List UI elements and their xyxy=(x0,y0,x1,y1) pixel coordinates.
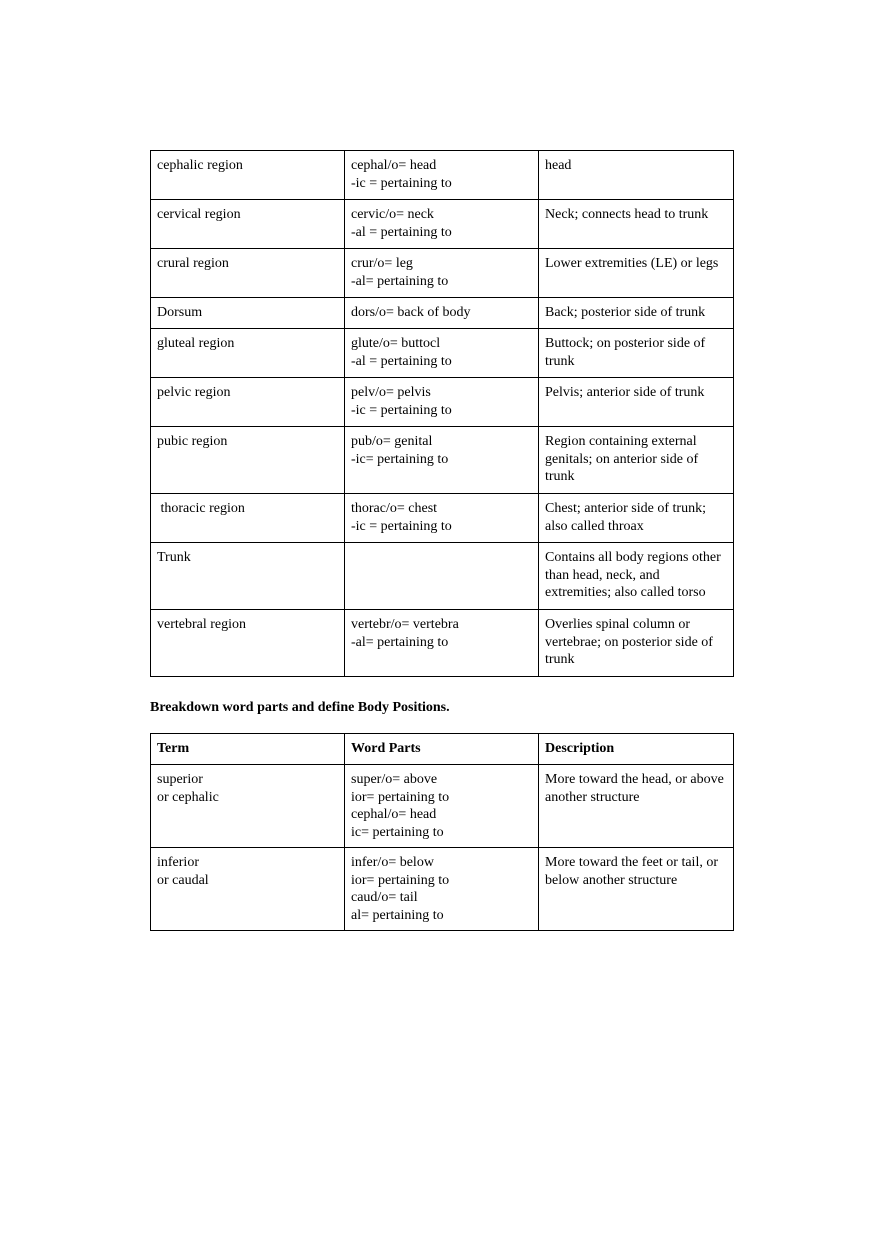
word-part: -al= pertaining to xyxy=(351,273,449,289)
section-heading: Breakdown word parts and define Body Positions. xyxy=(150,700,450,715)
description-cell: Lower extremities (LE) or legs xyxy=(539,249,734,298)
body-regions-table xyxy=(150,150,734,677)
term-cell: Trunk xyxy=(151,543,345,610)
word-part: infer/o= below xyxy=(351,855,434,870)
column-header-description: Description xyxy=(539,734,734,765)
word-part: -al = pertaining to xyxy=(351,224,452,240)
word-parts-cell xyxy=(345,848,539,931)
description-cell: Overlies spinal column or vertebrae; on posterior side of trunk xyxy=(539,610,734,677)
description-cell: Pelvis; anterior side of trunk xyxy=(539,378,734,427)
description-cell: Back; posterior side of trunk xyxy=(539,298,734,329)
term-cell xyxy=(151,848,345,931)
word-part: cephal/o= head xyxy=(351,807,437,822)
word-part: al= pertaining to xyxy=(351,907,444,923)
word-part: -ic = pertaining to xyxy=(351,175,452,191)
body-positions-table xyxy=(150,733,734,931)
description-cell: More toward the head, or above another structure xyxy=(539,765,734,848)
table-row xyxy=(151,151,734,200)
table-row xyxy=(151,494,734,543)
word-part: super/o= above xyxy=(351,772,438,787)
word-parts-cell xyxy=(345,427,539,494)
term-cell: cervical region xyxy=(151,200,345,249)
word-part: -ic = pertaining to xyxy=(351,402,452,418)
table-row xyxy=(151,378,734,427)
term-cell: thoracic region xyxy=(151,494,345,543)
column-header-word-parts: Word Parts xyxy=(345,734,539,765)
term-cell: pelvic region xyxy=(151,378,345,427)
word-parts-cell xyxy=(345,200,539,249)
term-line: or caudal xyxy=(157,872,209,888)
word-part: pelv/o= pelvis xyxy=(351,385,431,400)
word-parts-cell xyxy=(345,249,539,298)
table-row xyxy=(151,329,734,378)
word-part: vertebr/o= vertebra xyxy=(351,617,459,632)
description-cell: Chest; anterior side of trunk; also called throax xyxy=(539,494,734,543)
table-header-row xyxy=(151,734,734,765)
word-parts-cell xyxy=(345,378,539,427)
word-part: crur/o= leg xyxy=(351,256,413,271)
table-row xyxy=(151,543,734,610)
word-part: thorac/o= chest xyxy=(351,501,438,516)
word-parts-cell xyxy=(345,765,539,848)
description-cell: Neck; connects head to trunk xyxy=(539,200,734,249)
column-header-term: Term xyxy=(151,734,345,765)
word-part: ior= pertaining to xyxy=(351,872,450,888)
word-part: cephal/o= head xyxy=(351,158,437,173)
word-part: -ic= pertaining to xyxy=(351,451,449,467)
word-parts-cell xyxy=(345,494,539,543)
word-part: dors/o= back of body xyxy=(351,305,471,320)
table-row xyxy=(151,249,734,298)
description-cell: Contains all body regions other than head, neck, and extremities; also called torso xyxy=(539,543,734,610)
term-cell: vertebral region xyxy=(151,610,345,677)
description-cell: Buttock; on posterior side of trunk xyxy=(539,329,734,378)
word-parts-cell xyxy=(345,151,539,200)
term-line: inferior xyxy=(157,855,199,870)
term-cell: pubic region xyxy=(151,427,345,494)
term-cell: Dorsum xyxy=(151,298,345,329)
table-row xyxy=(151,200,734,249)
term-cell: gluteal region xyxy=(151,329,345,378)
word-parts-cell xyxy=(345,610,539,677)
word-parts-cell xyxy=(345,329,539,378)
word-part: pub/o= genital xyxy=(351,434,433,449)
word-part: -ic = pertaining to xyxy=(351,518,452,534)
table-row xyxy=(151,765,734,848)
word-part: -al= pertaining to xyxy=(351,634,449,650)
term-line: or cephalic xyxy=(157,789,219,805)
description-cell: Region containing external genitals; on anterior side of trunk xyxy=(539,427,734,494)
description-cell: More toward the feet or tail, or below another structure xyxy=(539,848,734,931)
word-parts-cell xyxy=(345,298,539,329)
table-row xyxy=(151,848,734,931)
table-row xyxy=(151,427,734,494)
description-cell: head xyxy=(539,151,734,200)
word-part: caud/o= tail xyxy=(351,890,418,905)
term-cell: cephalic region xyxy=(151,151,345,200)
term-cell: crural region xyxy=(151,249,345,298)
word-part: ic= pertaining to xyxy=(351,824,444,840)
word-part: cervic/o= neck xyxy=(351,207,434,222)
word-part: glute/o= buttocl xyxy=(351,336,441,351)
word-parts-cell xyxy=(345,543,539,610)
table-row xyxy=(151,610,734,677)
term-cell xyxy=(151,765,345,848)
term-line: superior xyxy=(157,772,203,787)
word-part: -al = pertaining to xyxy=(351,353,452,369)
word-part: ior= pertaining to xyxy=(351,789,450,805)
table-row xyxy=(151,298,734,329)
